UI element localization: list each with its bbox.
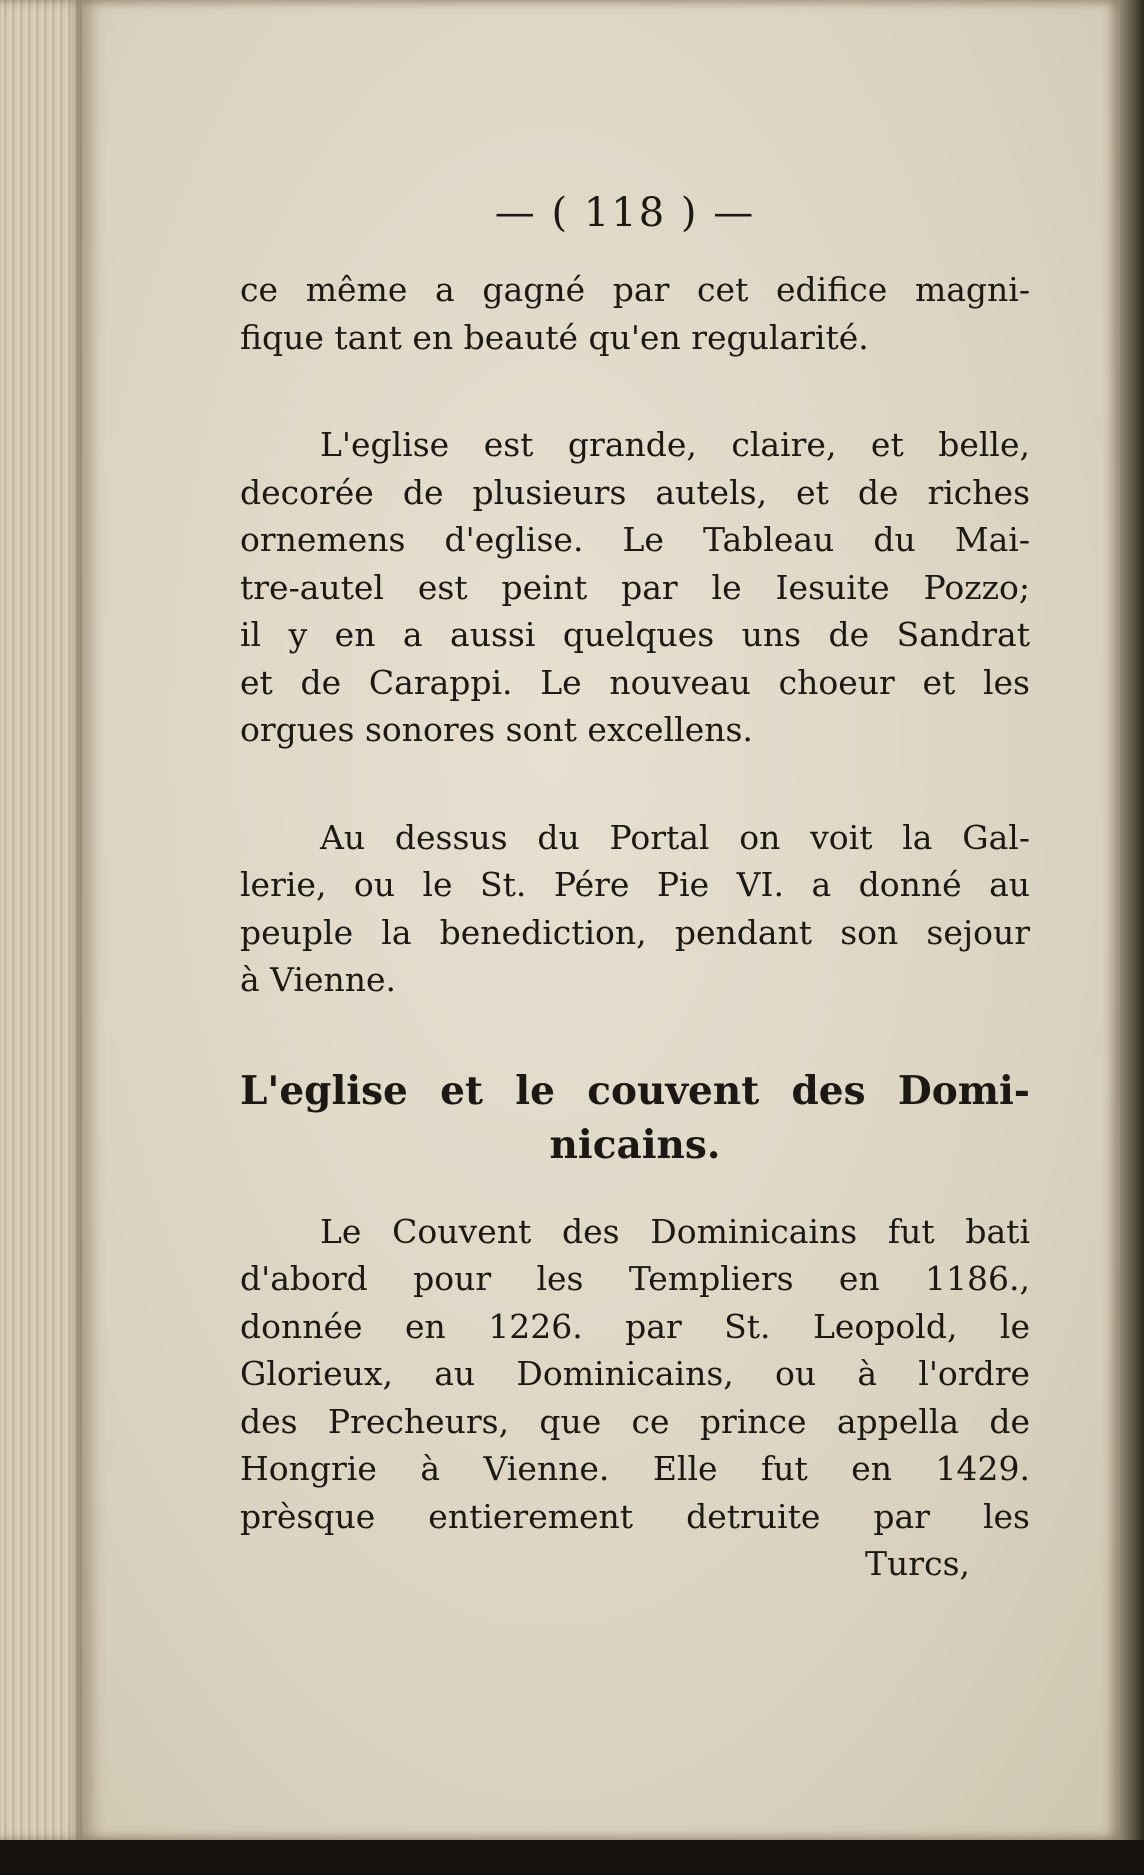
heading-line: L'eglise et le couvent des Domi- (240, 1067, 1030, 1114)
text-line: ce même a gagné par cet edifice magni- (240, 270, 1030, 309)
text-line: decorée de plusieurs autels, et de riches (240, 472, 1030, 512)
paragraph-gap (240, 1172, 1030, 1208)
text-line: et de Carappi. Le nouveau choeur et les (240, 662, 1030, 702)
paragraph-portal (240, 814, 1030, 1004)
section-heading (240, 1064, 1030, 1172)
text-line: Glorieux, au Dominicains, ou à l'ordre (240, 1354, 1030, 1393)
paragraph-convent (240, 1208, 1030, 1541)
text-line: lerie, ou le St. Pére Pie VI. a donné au (240, 865, 1030, 904)
text-line: ornemens d'eglise. Le Tableau du Mai- (240, 520, 1030, 559)
gutter-shadow (1120, 0, 1144, 1840)
heading-line: nicains. (549, 1121, 721, 1168)
text-line: tre-autel est peint par le Iesuite Pozzo; (240, 567, 1030, 607)
text-line: Hongrie à Vienne. Elle fut en 1429. (240, 1449, 1030, 1488)
page-text (240, 190, 1030, 1583)
text-line: peuple la benediction, pendant son sejour (240, 912, 1030, 952)
text-line: L'eglise est grande, claire, et belle, (320, 425, 1030, 464)
page-number: — ( 118 ) — (494, 190, 756, 236)
text-line: il y en a aussi quelques uns de Sandrat (240, 615, 1030, 654)
text-line: des Precheurs, que ce prince appella de (240, 1401, 1030, 1441)
page-stack-edge (0, 0, 82, 1840)
text-line: Au dessus du Portal on voit la Gal- (320, 817, 1030, 857)
paragraph-church (240, 421, 1030, 754)
text-line: prèsque entierement detruite par les (240, 1496, 1030, 1536)
paragraph-gap (240, 1004, 1030, 1064)
paragraph-continuation (240, 266, 1030, 361)
text-line: à Vienne. (240, 960, 397, 999)
text-line: orgues sonores sont excellens. (240, 710, 753, 749)
text-line: d'abord pour les Templiers en 1186., (240, 1259, 1030, 1298)
text-line: Le Couvent des Dominicains fut bati (320, 1211, 1030, 1251)
text-line: donnée en 1226. par St. Leopold, le (240, 1306, 1030, 1346)
catchword: Turcs, (865, 1544, 970, 1583)
scan-background (0, 1840, 1144, 1875)
text-line: fique tant en beauté qu'en regularité. (240, 317, 869, 357)
paragraph-gap (240, 754, 1030, 814)
paragraph-gap (240, 361, 1030, 421)
